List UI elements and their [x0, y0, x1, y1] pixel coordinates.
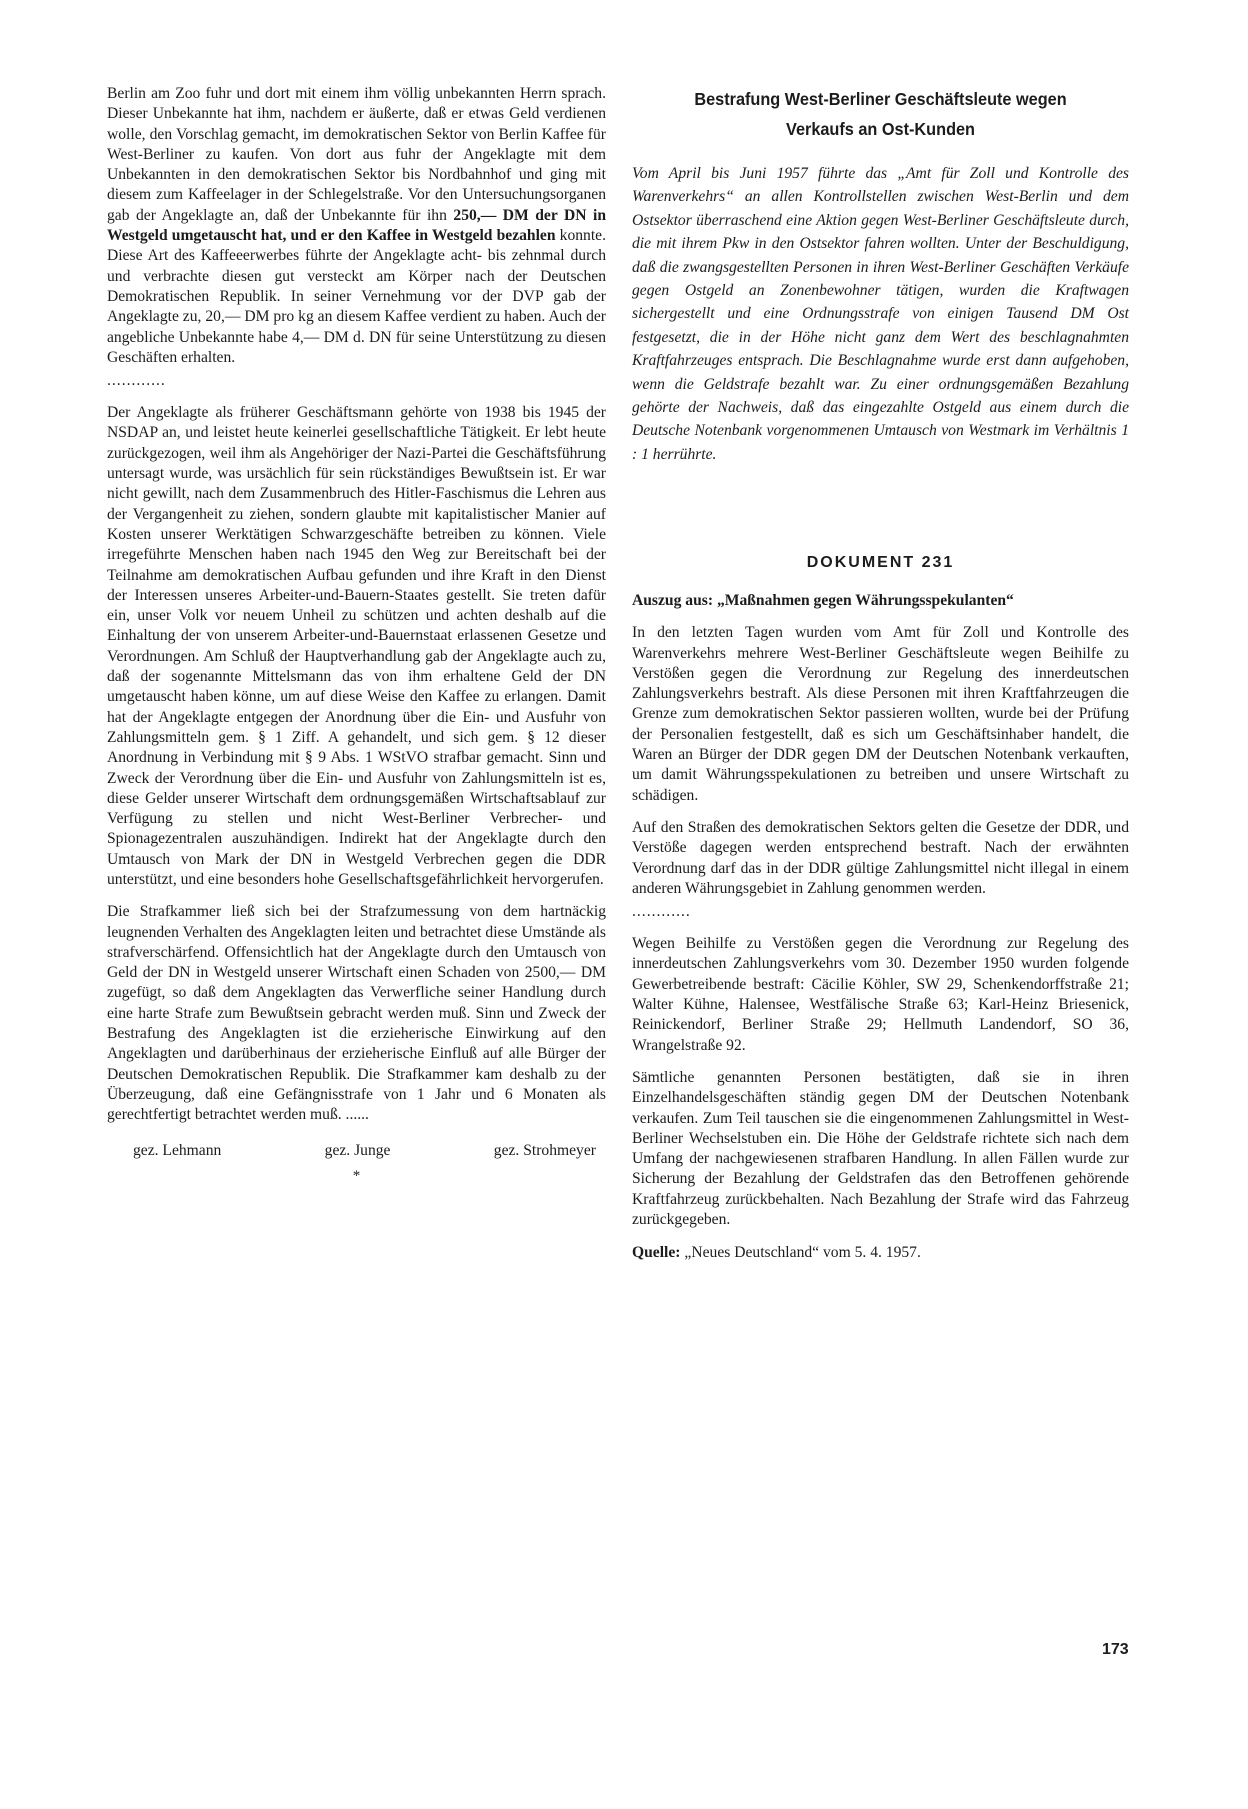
section-heading	[649, 84, 1111, 144]
verdict-text-1b: 250,— DM der DN in Westgeld umgetauscht hat, und er den Kaffee in Westgeld bezahlen	[107, 206, 607, 245]
ellipsis-dots-1: ............	[107, 372, 166, 390]
left-column	[107, 84, 606, 1185]
ellipsis-dots-2: ............	[632, 903, 691, 921]
verdict-paragraph-2: Der Angeklagte als früherer Geschäftsmann gehörte von 1938 bis 1945 der NSDAP an, und leistet heute keinerlei gesellschaftliche Tätigkeit. Er lebt heute zurückgezogen, weil ihm als Angehöriger der Nazi-Partei die Geschäftsführung untersagt wurde, was ursächlich für sein rückständiges Bewußtsein ist. Er war nicht gewillt, nach dem Zusammenbruch des Hitler-Faschismus die Lehren aus der Vergangenheit zu ziehen, sondern glaubte mit kapitalistischer Manier auf Kosten unserer Werktätigen Schwarzgeschäfte betreiben zu können. Viele irregeführte Menschen haben nach 1945 den Weg zur Bereitschaft bei der Teilnahme am demokratischen Aufbau gefunden und ihre Kraft in den Dienst der Interessen unseres Arbeiter-und-Bauern-Staates gestellt. Sie treten dafür ein, unser Volk vor neuem Unheil zu schützen und achten deshalb auf die Einhaltung der von unserem Arbeiter-und-Bauernstaat erlassenen Gesetze und Verordnungen. Am Schluß der Hauptverhandlung gab der Angeklagte auch zu, daß der sogenannte Mittelsmann das von ihm erhaltene Geld der DN umgetauscht haben könne, um auf diese Weise den Kaffee zu erlangen. Damit hat der Angeklagte entgegen der Anordnung über die Ein- und Ausfuhr von Zahlungsmitteln gem. § 1 Ziff. A gehandelt, und sich gem. § 12 dieser Anordnung in Verbindung mit § 9 Abs. 1 WStVO strafbar gemacht. Sinn und Zweck der Verordnung über die Ein- und Ausfuhr von Zahlungsmitteln ist es, diese Gelder unserer Wirtschaft dem ordnungsgemäßen Wirtschaftsablauf zur Verfügung zu stellen und nicht West-Berliner Verbrecher- und Spionagezentralen auszuhändigen. Indirekt hat der Angeklagte durch den Umtausch von Mark der DN in Westgeld Verbrechen gegen die DDR unterstützt, und eine besonders hohe Gesellschaftsgefährlichkeit hervorgerufen.	[107, 404, 606, 888]
excerpt-title: „Maßnahmen gegen Währungsspekulanten“	[716, 592, 1014, 610]
excerpt-line	[632, 590, 1129, 611]
heading-line-1: Bestrafung West-Berliner Geschäftsleute wegen	[694, 89, 1067, 109]
article-paragraph-3: Wegen Beihilfe zu Verstößen gegen die Verordnung zur Regelung des innerdeutschen Zahlungsverkehrs vom 30. Dezember 1950 wurden folgende Gewerbetreibende bestraft: Cäcilie Köhler, SW 29, Schenkendorffstraße 21; Walter Kühne, Halensee, Westfälische Straße 63; Karl-Heinz Briesenick, Reinickendorf, Berliner Straße 29; Hellmuth Landendorf, SO 36, Wrangelstraße 92.	[632, 935, 1129, 1054]
right-column	[632, 84, 1129, 1262]
intro-paragraph: Vom April bis Juni 1957 führte das „Amt für Zoll und Kontrolle des Warenverkehrs“ an allen Kontrollstellen zwischen West-Berlin und dem Ostsektor überraschend eine Aktion gegen West-Berliner Geschäftsleute durch, die mit ihrem Pkw in den Ostsektor fahren wollten. Unter der Beschuldigung, daß die zwangsgestellten Personen in ihren West-Berliner Geschäften Verkäufe gegen Ostgeld an Zonenbewohner tätigen, wurden die Kraftwagen sichergestellt und eine Ordnungsstrafe von einigen Tausend DM Ost festgesetzt, die in der Höhe nicht ganz dem Wert des beschlagnahmten Kraftfahrzeuges entsprach. Die Beschlagnahme wurde erst dann aufgehoben, wenn die Geldstrafe bezahlt war. Zu einer ordnungsgemäßen Bezahlung gehörte der Nachweis, daß das eingezahlte Ostgeld aus einem durch die Deutsche Notenbank vorgenommenen Umtausch von Westmark im Verhältnis 1 : 1 herrührte.	[632, 165, 1129, 463]
signature-junge: gez. Junge	[324, 1141, 391, 1159]
heading-line-2: Verkaufs an Ost-Kunden	[785, 119, 976, 139]
verdict-paragraph-1	[107, 84, 606, 368]
verdict-text-1a: Berlin am Zoo fuhr und dort mit einem ihm völlig unbekannten Herrn sprach. Dieser Unbekannte hat ihm, nachdem er äußerte, daß er etwas Geld verdienen wolle, den Vorschlag gemacht, im demokratischen Sektor von Berlin Kaffee für West-Berliner zu kaufen. Von dort aus fuhr der Angeklagte mit dem Unbekannten in den demokratischen Sektor bis Nordbahnhof und ging mit diesem zum Kaffeelager in der Schlegelstraße. Vor den Untersuchungsorganen gab der Angeklagte an, daß der Unbekannte für ihn	[107, 85, 606, 224]
verdict-paragraph-3: Die Strafkammer ließ sich bei der Strafzumessung von dem hartnäckig leugnenden Verhalten des Angeklagten leiten und betrachtet diese Umstände als strafverschärfend. Offensichtlich hat der Angeklagte durch den Umtausch von Geld der DN in Westgeld unserer Wirtschaft einen Schaden von 2500,— DM zugefügt, so daß dem Angeklagten das Verwerfliche seiner Handlung durch eine harte Strafe zum Bewußtsein gebracht werden muß. Sinn und Zweck der Bestrafung des Angeklagten ist die erzieherische Einwirkung auf den Angeklagten und darüberhinaus der erzieherische Einfluß auf alle Bürger der Deutschen Demokratischen Republik. Die Strafkammer kam deshalb zu der Überzeugung, daß eine Gefängnisstrafe von 1 Jahr und 6 Monaten als gerechtfertigt betrachtet werden muß. ......	[107, 903, 606, 1124]
article-paragraph-4: Sämtliche genannten Personen bestätigten, daß sie in ihren Einzelhandelsgeschäften ständig gegen DM der Deutschen Notenbank verkaufen. Zum Teil tauschen sie die eingenommenen Zahlungsmittel in West-Berliner Wechselstuben ein. Die Höhe der Geldstrafe richtete sich nach dem Umfang der nachgewiesenen strafbaren Handlung. In allen Fällen wurde zur Sicherung der Bezahlung der Geldstrafen das den Betroffenen gehörende Kraftfahrzeug zurückbehalten. Nach Bezahlung der Strafe wird das Fahrzeug zurückgegeben.	[632, 1068, 1129, 1228]
signature-strohmeyer: gez. Strohmeyer	[493, 1141, 596, 1159]
signatures	[133, 1142, 596, 1160]
page-number: 173	[1102, 1641, 1129, 1658]
article-paragraph-1: In den letzten Tagen wurden vom Amt für Zoll und Kontrolle des Warenverkehrs mehrere West-Berliner Geschäftsleute wegen Beihilfe zu Verstößen gegen die Verordnung zur Regelung des innerdeutschen Zahlungsverkehrs bestraft. Als diese Personen mit ihren Kraftfahrzeugen die Grenze zum demokratischen Sektor passieren wollten, wurde bei der Prüfung der Personalien festgestellt, daß es sich um Geschäftsinhaber handelt, die Waren an Bürger der DDR gegen DM der Deutschen Notenbank verkauften, um damit Währungsspekulationen zu betreiben und unsere Wirtschaft zu schädigen.	[632, 624, 1129, 804]
source-line	[632, 1244, 1129, 1262]
asterisk-separator: *	[352, 1167, 361, 1184]
verdict-text-1c: konnte. Diese Art des Kaffeeerwerbes führte der Angeklagte acht- bis zehnmal durch und verbrachte diesen gut versteckt am Körper nach der Deutschen Demokratischen Republik. In seiner Vernehmung vor der DVP gab der Angeklagte zu, 20,— DM pro kg an diesem Kaffee verdient zu haben. Auch der angebliche Unbekannte habe 4,— DM d. DN für seine Unterstützung zu diesen Geschäften erhalten.	[107, 227, 606, 366]
excerpt-label: Auszug aus:	[632, 592, 714, 610]
document-title: DOKUMENT 231	[806, 554, 955, 572]
source-text: „Neues Deutschland“ vom 5. 4. 1957.	[684, 1244, 921, 1262]
source-label: Quelle:	[632, 1244, 681, 1262]
signature-lehmann: gez. Lehmann	[133, 1141, 222, 1159]
article-paragraph-2: Auf den Straßen des demokratischen Sektors gelten die Gesetze der DDR, und Verstöße dagegen werden entsprechend bestraft. Nach der erwähnten Verordnung darf das in der DDR gültige Zahlungsmittel nicht illegal in einem anderen Währungsgebiet in Zahlung genommen werden.	[632, 818, 1129, 897]
